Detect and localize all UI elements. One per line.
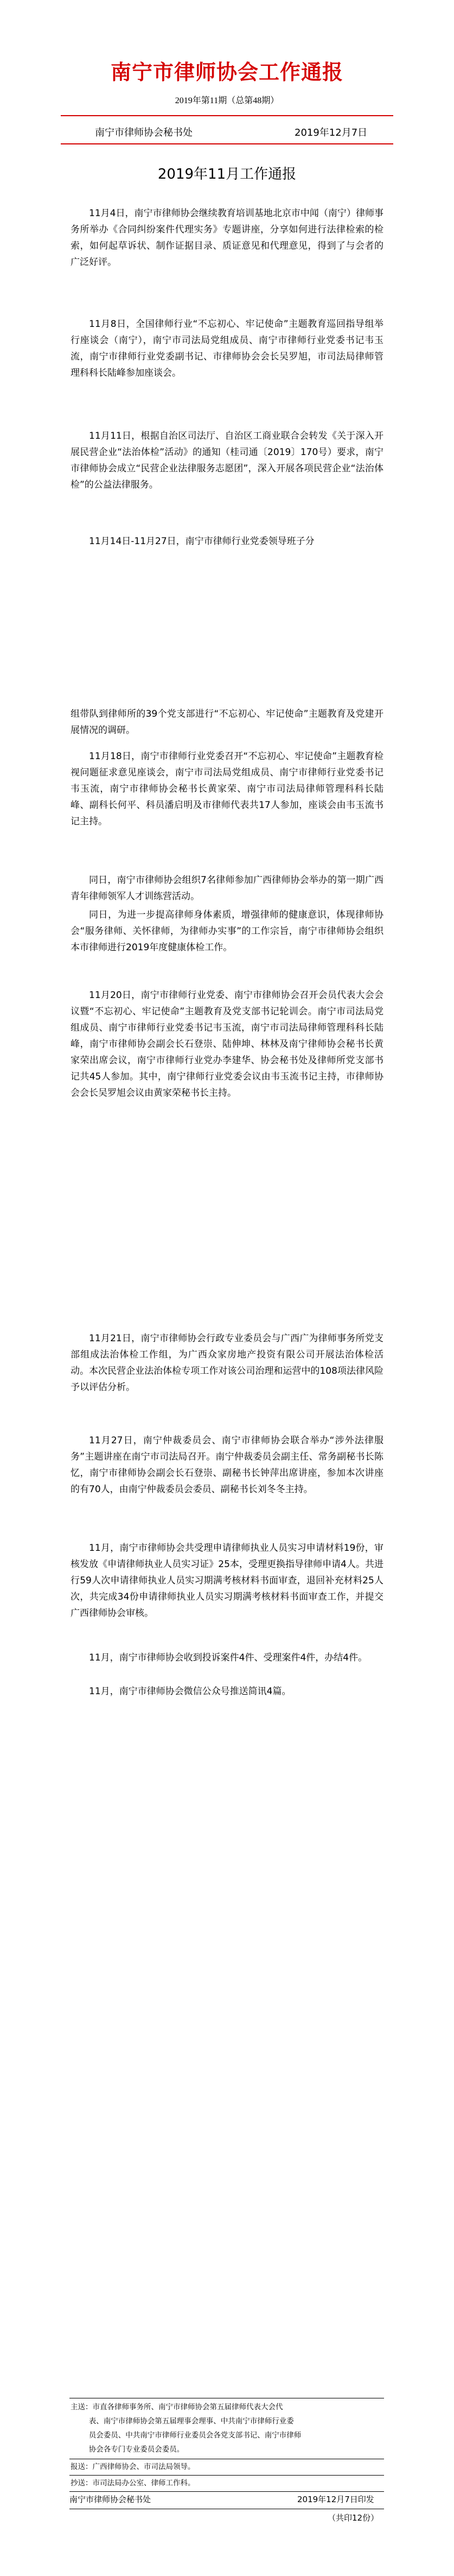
distribution-line: 协会各专门专业委员会委员。 (88, 2445, 184, 2454)
issue-date: 2019年12月7日 (295, 127, 368, 138)
issuer-label: 南宁市律师协会秘书处 (95, 127, 193, 138)
distribution-line: 员会委员、中共南宁市律师行业委员会各党支部书记、南宁市律师 (88, 2431, 302, 2440)
copies-printed: （共印12份） (328, 2513, 379, 2523)
paragraph-nov27: 11月27日，南宁仲裁委员会、南宁市律师协会联合举办“涉外法律服务”主题讲座在南宁市司法局召开。南宁仲裁委员会副主任、常务副秘书长陈忆，南宁市律师协会副会长石登崇、副秘书长钟萍出席讲座，参加本次讲座的有70人，由南宁仲裁委员会委员、副秘书长刘冬冬主持。 (71, 1435, 383, 1495)
report-to: 报送：广西律师协会、市司法局领导。 (71, 2463, 195, 2471)
paragraph-nov11: 11月11日，根据自治区司法厅、自治区工商业联合会转发《关于深入开展民营企业“法治体检”活动》的通知（桂司通〔2019〕170号）要求，南宁市律师协会成立“民营企业法律服务志愿团”，深入开展各项民营企业“法治体检”的公益法律服务。 (71, 431, 383, 490)
footer-rule (69, 2475, 384, 2476)
bulletin-title: 南宁市律师协会工作通报 (110, 60, 343, 84)
paragraph-internship: 11月，南宁市律师协会共受理申请律师执业人员实习申请材料19份，审核发放《申请律师执业人员实习证》25本，受理更换指导律师申请4人。共进行59人次申请律师执业人员实习期满考核材料书面审查，退回补充材料25人次，共完成34份申请律师执业人员实习期满考核材料书面审查工作，并提交广西律师协会审核。 (71, 1543, 383, 1619)
paragraph-nov4: 11月4日，南宁市律师协会继续教育培训基地北京市中闻（南宁）律师事务所举办《合同纠纷案件代理实务》专题讲座，分享如何进行法律检索的检索，如何起草诉状、制作证据目录、质证意见和代理意见，得到了与会者的广泛好评。 (71, 208, 383, 268)
copy-to: 抄送：市司法局办公室、律师工作科。 (71, 2479, 195, 2487)
footer-issuer: 南宁市律师协会秘书处 (69, 2495, 151, 2504)
distribution-list (71, 2400, 396, 2457)
paragraph-nov21: 11月21日，南宁市律师协会行政专业委员会与广西广为律师事务所党支部组成法治体检工作组，为广西众家房地产投资有限公司开展法治体检活动。本次民营企业法治体检专项工作对该公司治理和运营中的108项法律风险予以评估分析。 (71, 1333, 383, 1393)
paragraph-same-day-checkup: 同日，为进一步提高律师身体素质，增强律师的健康意识，体现律师协会“服务律师、关怀律师，为律师办实事”的工作宗旨，南宁市律师协会组织本市律师进行2019年度健康体检工作。 (71, 910, 383, 953)
footer-rule (69, 2491, 384, 2492)
paragraph-nov14-start: 11月14日-11月27日，南宁市律师行业党委领导班子分 (89, 536, 315, 547)
paragraph-wechat: 11月，南宁市律师协会微信公众号推送简讯4篇。 (89, 1686, 291, 1697)
paragraph-same-day-training: 同日，南宁市律师协会组织7名律师参加广西律师协会举办的第一期广西青年律师领军人才训练营活动。 (71, 875, 383, 902)
paragraph-nov18: 11月18日，南宁市律师行业党委召开“不忘初心、牢记使命”主题教育检视问题征求意见座谈会，南宁市司法局党组成员、南宁市律师行业党委书记韦玉流，南宁市律师协会秘书长黄家荣、南宁市司法局律师管理科科长陆峰、副科长何平、科员潘启明及市律师代表共17人参加，座谈会由韦玉流书记主持。 (71, 751, 383, 827)
issue-number: 2019年第11期（总第48期） (175, 96, 279, 105)
paragraph-complaints: 11月，南宁市律师协会收到投诉案件4件、受理案件4件，办结4件。 (89, 1652, 368, 1663)
top-red-divider (61, 115, 393, 116)
paragraph-nov20: 11月20日，南宁市律师行业党委、南宁市律师协会召开会员代表大会会议暨“不忘初心、牢记使命”主题教育及党支部书记轮训会。南宁市司法局党组成员、南宁市律师行业党委书记韦玉流，南宁市司法局律师管理科科长陆峰，南宁市律师协会副会长石登崇、陆伸坤、林林及南宁律师协会秘书长黄家荣出席会议，南宁市律师行业党办李建华、协会秘书处及律师所党支部书记共45人参加。其中，南宁律师行业党委会议由韦玉流书记主持，市律师协会会长吴罗旭会议由黄家荣秘书长主持。 (71, 990, 383, 1098)
distribution-line: 主送：市直各律师事务所、南宁市律师协会第五届律师代表大会代 (71, 2403, 283, 2411)
distribution-line: 表、南宁市律师协会第五届理事会理事、中共南宁市律师行业委 (88, 2417, 294, 2426)
paragraph-nov14-continued: 组带队到律师所的39个党支部进行“不忘初心、牢记使命”主题教育及党建开展情况的调研。 (71, 709, 383, 736)
paragraph-nov8: 11月8日，全国律师行业“不忘初心、牢记使命”主题教育巡回指导组举行座谈会（南宁），南宁市司法局党组成员、南宁市律师行业党委书记韦玉流，南宁市律师行业党委副书记、市律师协会会长吴罗旭，市司法局律师管理科科长陆峰参加座谈会。 (71, 319, 383, 378)
document-heading: 2019年11月工作通报 (157, 166, 297, 182)
bottom-red-divider (61, 143, 393, 144)
footer-issued-date: 2019年12月7日印发 (297, 2495, 374, 2504)
